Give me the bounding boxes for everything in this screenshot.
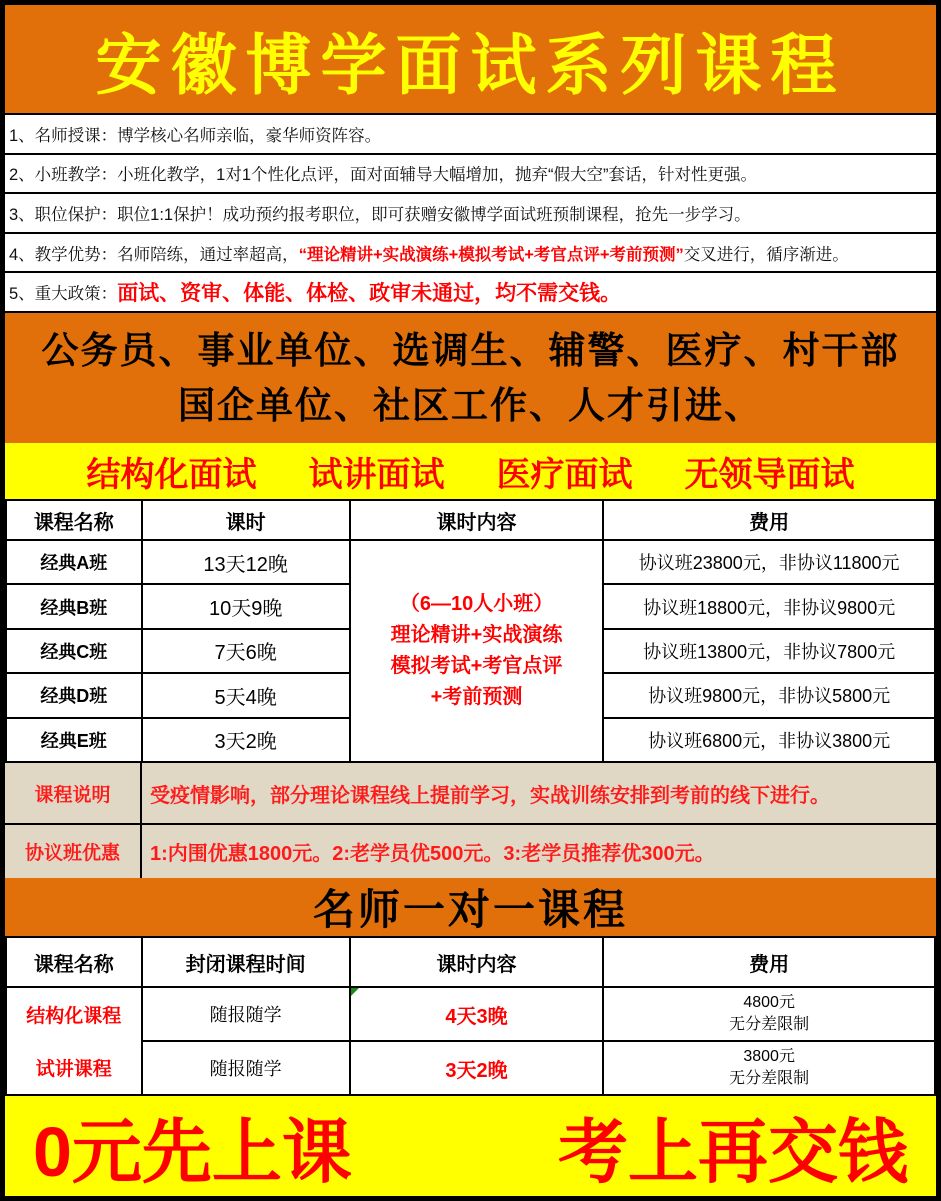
audience-banner: [5, 313, 936, 443]
course-fee: 协议班9800元，非协议5800元: [603, 673, 935, 717]
feature-item-5: [5, 273, 936, 313]
audience-line-2: 国企单位、社区工作、人才引进、: [178, 385, 763, 426]
note-label: 课程说明: [5, 763, 142, 823]
cell-comment-marker-icon: [351, 988, 359, 996]
feature-item-4: [5, 234, 936, 274]
note-text: 1:内围优惠1800元。2:老学员优500元。3:老学员推荐优300元。: [150, 843, 715, 865]
course-fee: [603, 1041, 935, 1095]
features-list: [5, 115, 936, 313]
course-hours: 5天4晚: [142, 673, 350, 717]
column-header: 封闭课程时间: [142, 937, 350, 987]
fee-amount: 3800元: [743, 1047, 795, 1065]
column-header: 课时: [142, 500, 350, 540]
interview-type: 结构化面试: [86, 455, 257, 494]
page-title: 安徽博学面试系列课程: [95, 25, 846, 104]
course-fee: [603, 987, 935, 1041]
fee-amount: 4800元: [743, 993, 795, 1011]
course-name: 经典E班: [6, 718, 142, 762]
course-name: 结构化课程: [26, 1006, 122, 1027]
slogan-left: 0元先上课: [33, 1112, 352, 1191]
feature-text: 交叉进行，循序渐进。: [683, 245, 849, 264]
feature-item-3: [5, 194, 936, 234]
course-hours-text: 4天3晚: [445, 1005, 508, 1028]
course-table: [5, 499, 936, 763]
one-on-one-banner: [5, 878, 936, 936]
course-names-merged-cell: [6, 987, 142, 1095]
feature-text: 2、小班教学：小班化教学，1对1个性化点评，面对面辅导大幅增加，抛弃“假大空”套话，针对性更强。: [9, 166, 758, 185]
course-hours: [350, 987, 604, 1041]
table-row: [6, 987, 935, 1041]
course-time: 随报随学: [142, 987, 350, 1041]
audience-line-1: 公务员、事业单位、选调生、辅警、医疗、村干部: [41, 329, 900, 371]
table-header-row: [6, 937, 935, 987]
course-fee: 协议班6800元，非协议3800元: [603, 718, 935, 762]
interview-type: 无领导面试: [684, 455, 855, 494]
feature-text: 5、重大政策：: [9, 285, 118, 304]
course-fee: 协议班23800元，非协议11800元: [603, 540, 935, 584]
slogan-right: 考上再交钱: [558, 1112, 908, 1191]
course-name: 经典D班: [6, 673, 142, 717]
course-hours: 3天2晚: [350, 1041, 604, 1095]
course-hours: 7天6晚: [142, 629, 350, 673]
banner-title: 名师一对一课程: [312, 886, 628, 933]
table-row: [6, 1041, 935, 1095]
course-fee: 协议班18800元，非协议9800元: [603, 584, 935, 628]
feature-item-2: [5, 155, 936, 195]
feature-text: 1、名师授课：博学核心名师亲临，豪华师资阵容。: [9, 126, 382, 145]
note-text: 受疫情影响，部分理论课程线上提前学习，实战训练安排到考前的线下进行。: [150, 784, 830, 807]
course-name: 经典C班: [6, 629, 142, 673]
column-header: 课程名称: [6, 937, 142, 987]
fee-note: 无分差限制: [729, 1016, 810, 1033]
notes-section: [5, 763, 936, 878]
note-label: 协议班优惠: [5, 825, 142, 878]
column-header: 课时内容: [350, 937, 604, 987]
feature-highlight: 面试、资审、体能、体检、政审未通过，均不需交钱。: [117, 280, 622, 306]
course-name: 试讲课程: [35, 1059, 112, 1080]
column-header: 费用: [603, 500, 935, 540]
feature-item-1: [5, 115, 936, 155]
title-banner: [5, 5, 936, 115]
column-header: 课时内容: [350, 500, 604, 540]
interview-types-banner: [5, 443, 936, 499]
course-hours: 3天2晚: [142, 718, 350, 762]
course-time: 随报随学: [142, 1041, 350, 1095]
course-fee: 协议班13800元，非协议7800元: [603, 629, 935, 673]
slogan-banner: [5, 1096, 936, 1196]
fee-note: 无分差限制: [729, 1070, 810, 1087]
content-line: +考前预测: [430, 686, 523, 708]
table-row: [6, 540, 935, 584]
course-name: 经典B班: [6, 584, 142, 628]
column-header: 费用: [603, 937, 935, 987]
interview-type: 医疗面试: [496, 455, 633, 494]
content-line: （6—10人小班）: [399, 593, 554, 615]
feature-text: 3、职位保护：职位1:1保护！成功预约报考职位，即可获赠安徽博学面试班预制课程，抢先一步学习。: [9, 205, 751, 224]
column-header: 课程名称: [6, 500, 142, 540]
course-content-merged-cell: [350, 540, 604, 762]
content-line: 理论精讲+实战演练: [390, 624, 563, 646]
feature-highlight: “理论精讲+实战演练+模拟考试+考官点评+考前预测”: [298, 245, 684, 264]
interview-type: 试讲面试: [308, 455, 445, 494]
course-hours: 13天12晚: [142, 540, 350, 584]
feature-text: 4、教学优势：名师陪练，通过率超高，: [9, 245, 299, 264]
content-line: 模拟考试+考官点评: [390, 655, 563, 677]
course-hours: 10天9晚: [142, 584, 350, 628]
note-row-course-description: [5, 763, 936, 825]
note-row-discount: [5, 825, 936, 878]
one-on-one-table: [5, 936, 936, 1096]
table-header-row: [6, 500, 935, 540]
course-name: 经典A班: [6, 540, 142, 584]
